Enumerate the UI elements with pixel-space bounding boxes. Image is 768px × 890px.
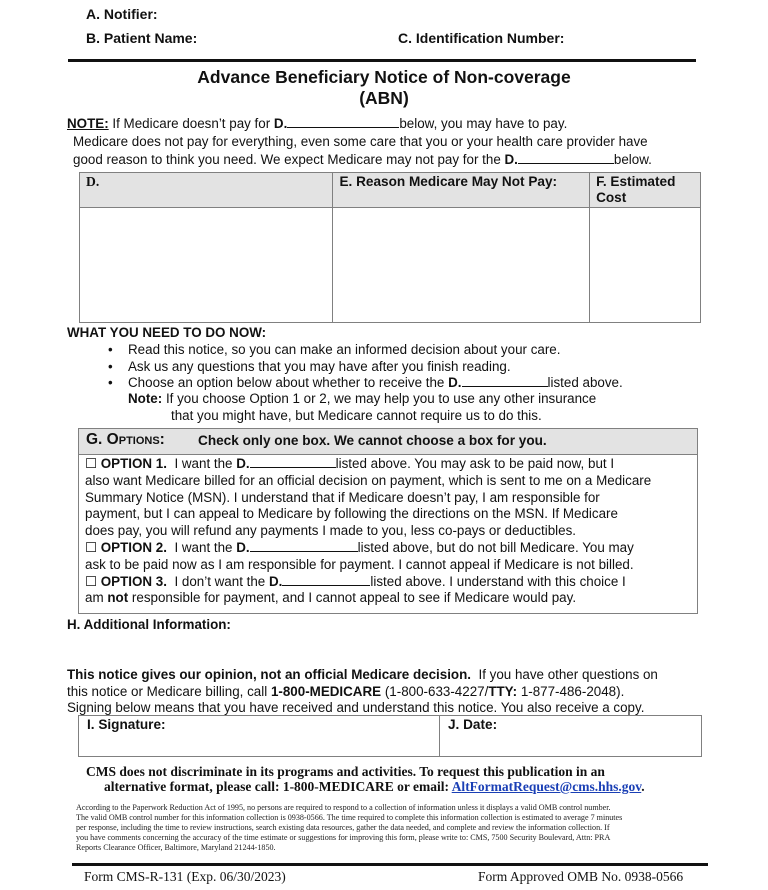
options-instruction: Check only one box. We cannot choose a box for you. [198, 433, 547, 448]
item-blank[interactable] [250, 540, 358, 552]
disclaimer-line-1: This notice gives our opinion, not an official Medicare decision. If you have other questions on [67, 667, 658, 682]
nondiscrimination-line-1: CMS does not discriminate in its programs and activities. To request this publication in an [86, 764, 605, 779]
disclaimer-line-3: Signing below means that you have received and understand this notice. You also receive a copy. [67, 700, 645, 715]
disclaimer-line-2: this notice or Medicare billing, call 1-800-MEDICARE (1-800-633-4227/TTY: 1-877-486-2048). [67, 684, 625, 699]
form-title-abbr: (ABN) [359, 88, 409, 108]
signature-label: I. Signature: [87, 717, 166, 732]
option-1: ☐ OPTION 1. I want the D. listed above. You may ask to be paid now, but I [85, 456, 615, 471]
form-title: Advance Beneficiary Notice of Non-coverage [197, 67, 571, 87]
item-blank[interactable] [287, 116, 399, 128]
omb-number: Form Approved OMB No. 0938-0566 [478, 869, 684, 884]
todo-heading: WHAT YOU NEED TO DO NOW: [67, 325, 267, 340]
option-3-checkbox[interactable]: ☐ [85, 573, 98, 589]
option-2-checkbox[interactable]: ☐ [85, 539, 98, 555]
footer-divider [72, 863, 708, 866]
items-table [79, 172, 701, 323]
item-blank[interactable] [282, 574, 370, 586]
column-header-d: D. [80, 173, 333, 208]
todo-item: • Choose an option below about whether to receive the D. listed above. [106, 375, 623, 392]
todo-list [106, 342, 623, 392]
nondiscrimination-line-2: alternative format, please call: 1-800-MEDICARE or email: AltFormatRequest@cms.hhs.gov. [104, 779, 645, 794]
date-label: J. Date: [448, 717, 498, 732]
options-heading: G. Options: [86, 431, 165, 448]
additional-info-label: H. Additional Information: [67, 617, 231, 632]
date-field[interactable] [440, 716, 701, 756]
todo-note: Note: If you choose Option 1 or 2, we may help you to use any other insurance [128, 391, 597, 406]
item-blank[interactable] [462, 375, 548, 387]
note-label: NOTE: [67, 116, 109, 131]
patient-name-label: B. Patient Name: [86, 30, 198, 46]
identification-number-label: C. Identification Number: [398, 30, 565, 46]
item-blank[interactable] [250, 456, 336, 468]
option-3: ☐ OPTION 3. I don’t want the D. listed above. I understand with this choice I [85, 573, 626, 589]
form-number: Form CMS-R-131 (Exp. 06/30/2023) [84, 869, 286, 884]
reason-cell[interactable] [333, 208, 590, 323]
signature-field[interactable] [79, 716, 440, 756]
column-header-estimated-cost: F. Estimated Cost [590, 173, 701, 208]
option-1-checkbox[interactable]: ☐ [85, 456, 98, 471]
option-2: ☐ OPTION 2. I want the D. listed above, but do not bill Medicare. You may [85, 539, 634, 555]
todo-item: • Read this notice, so you can make an informed decision about your care. [106, 342, 623, 359]
todo-note-cont: that you might have, but Medicare cannot require us to do this. [171, 408, 542, 423]
estimated-cost-cell[interactable] [590, 208, 701, 323]
notifier-label: A. Notifier: [86, 6, 158, 22]
email-link[interactable]: AltFormatRequest@cms.hhs.gov [451, 779, 642, 794]
paperwork-reduction-notice: According to the Paperwork Reduction Act of 1995, no persons are required to respond to a collection of information unless it displays a valid OMB control number. The valid OMB control number for this information collection is 0938-0566. The time required to complete this information collection is estimated to average 7 minutes per response, including the time to review instructions, search existing data resources, gather the data needed, and complete and review the information collection. If you have comments concerning the accuracy of the time estimate or suggestions for improving this form, please write to: CMS, 7500 Security Boulevard, Attn: PRA Reports Clearance Officer, Baltimore, Maryland 21244-1850. [76, 803, 623, 853]
options-header [78, 428, 698, 455]
signature-table [78, 715, 702, 757]
item-blank[interactable] [518, 152, 614, 164]
intro-line-1: Medicare does not pay for everything, even some care that you or your health care provider have [73, 134, 648, 149]
intro-line-2: good reason to think you need. We expect Medicare may not pay for the D. below. [73, 152, 652, 167]
column-header-reason: E. Reason Medicare May Not Pay: [333, 173, 590, 208]
options-body: ☐ OPTION 1. I want the D. listed above. You may ask to be paid now, but I also want Medicare billed for an official decision on payment, which is sent to me on a Medicare Summary Notice (MSN). I understand that if Medicare doesn’t pay, I am responsible for payment, but I can appeal to Medicare by following the directions on the MSN. If Medicare does pay, you will refund any payments I made to you, less co-pays or deductibles. ☐ OPTION 2. I want the D. listed above, but do not bill Medicare. You may ask to be paid now as I am responsible for payment. I cannot appeal if Medicare is not billed. ☐ OPTION 3. I don’t want the D. listed above. I understand with this choice I am not responsible for payment, and I cannot appeal to see if Medicare would pay. [78, 454, 698, 614]
note-line: NOTE: If Medicare doesn’t pay for D. below, you may have to pay. [67, 116, 568, 131]
todo-item: • Ask us any questions that you may have after you finish reading. [106, 359, 623, 376]
header-divider [68, 59, 696, 62]
additional-info-field[interactable] [67, 634, 697, 664]
item-description-cell[interactable] [80, 208, 333, 323]
